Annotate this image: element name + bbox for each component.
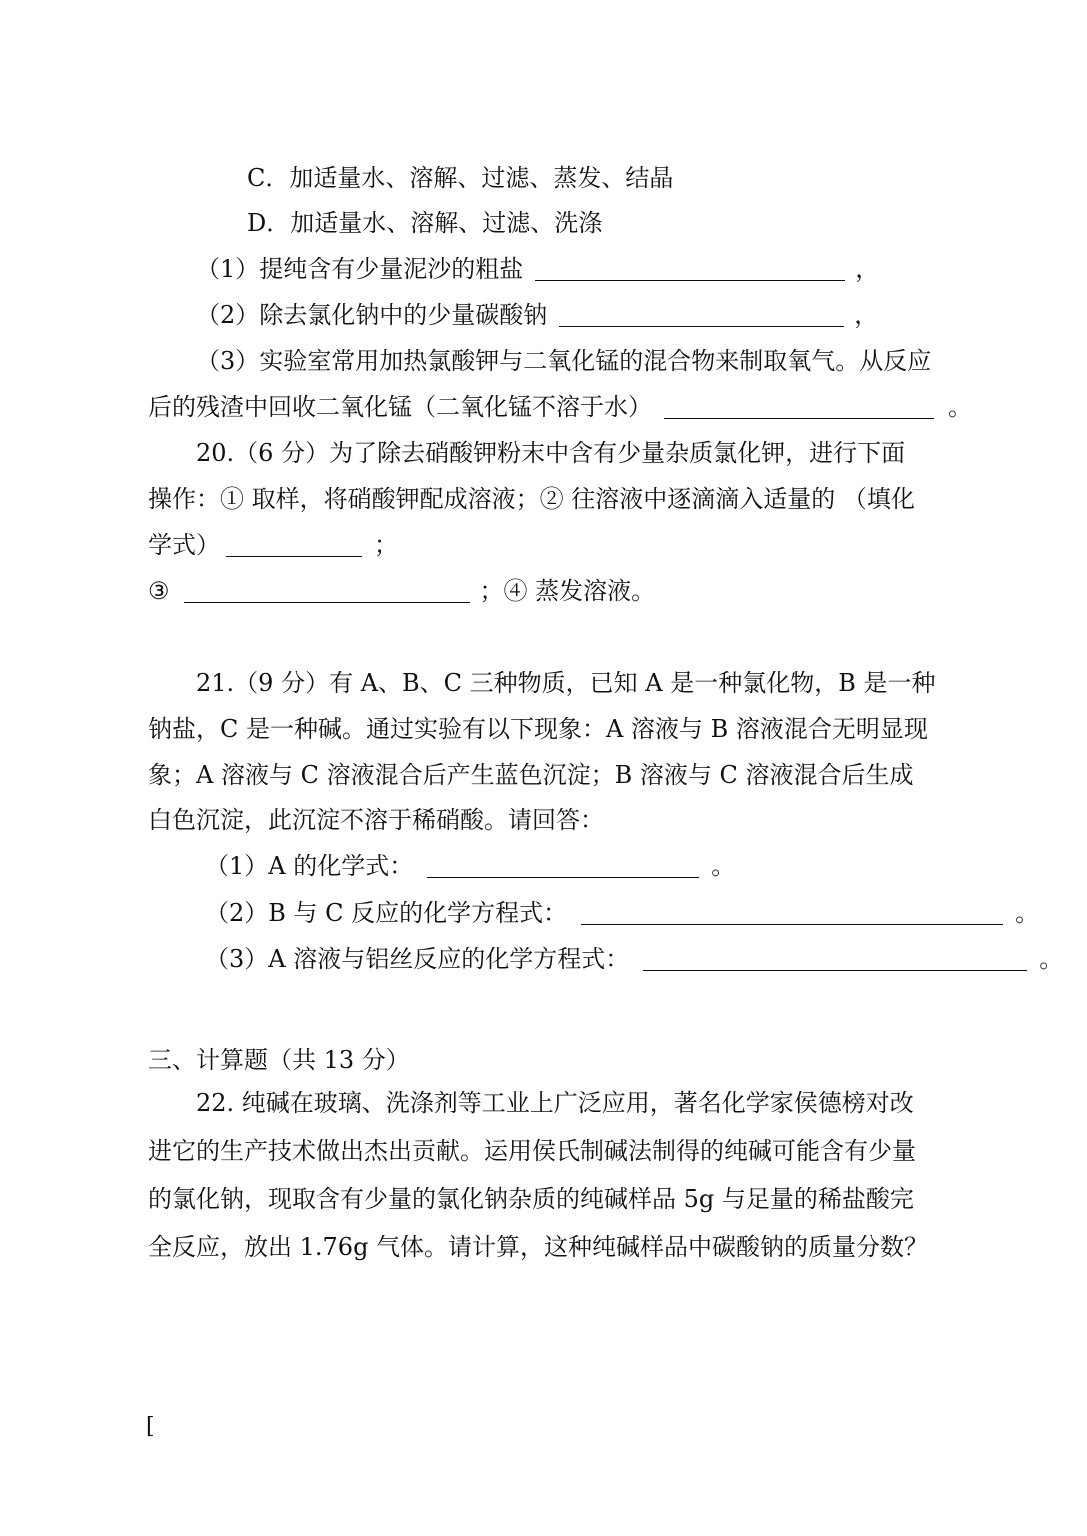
q20-steps <box>148 576 655 606</box>
q19-part3-line2 <box>148 392 972 422</box>
q20-line2: 操作：① 取样，将硝酸钾配成溶液；② 往溶液中逐滴滴入适量的 （填化 <box>148 485 915 513</box>
q21-answer2-end: 。 <box>1015 899 1040 927</box>
q20-line1: 20.（6 分）为了除去硝酸钾粉末中含有少量杂质氯化钾，进行下面 <box>196 439 906 467</box>
q22-line2: 进它的生产技术做出杰出贡献。运用侯氏制碱法制得的纯碱可能含有少量 <box>148 1137 916 1165</box>
q21-answer1-end: 。 <box>711 852 736 880</box>
answer-blank[interactable] <box>581 900 1003 925</box>
q21-answer1-text: （1）A 的化学式： <box>205 852 414 880</box>
q21-line4: 白色沉淀，此沉淀不溶于稀硝酸。请回答： <box>148 806 604 834</box>
q19-part2-text: （2）除去氯化钠中的少量碳酸钠 <box>196 301 548 329</box>
answer-blank[interactable] <box>535 256 845 281</box>
q20-line3 <box>148 530 398 560</box>
q19-part2 <box>196 300 878 330</box>
q20-step3: ③ <box>148 577 170 605</box>
q21-line3: 象；A 溶液与 C 溶液混合后产生蓝色沉淀；B 溶液与 C 溶液混合后生成 <box>148 761 914 789</box>
q21-answer2 <box>205 898 1039 928</box>
q20-step4: ；④ 蒸发溶液。 <box>479 577 656 605</box>
q19-part1-text: （1）提纯含有少量泥沙的粗盐 <box>196 255 524 283</box>
option-c: C．加适量水、溶解、过滤、蒸发、结晶 <box>247 164 674 192</box>
q19-part1 <box>196 254 879 284</box>
section-heading: 三、计算题（共 13 分） <box>148 1046 410 1074</box>
answer-blank[interactable] <box>427 853 699 878</box>
q22-line3: 的氯化钠，现取含有少量的氯化钠杂质的纯碱样品 5g 与足量的稀盐酸完 <box>148 1185 914 1213</box>
answer-blank[interactable] <box>664 394 934 419</box>
q19-part3-end: 。 <box>948 393 972 421</box>
answer-blank[interactable] <box>184 578 470 603</box>
q22-line1: 22. 纯碱在玻璃、洗涤剂等工业上广泛应用，著名化学家侯德榜对改 <box>196 1089 914 1117</box>
footer-mark: [ <box>146 1414 155 1439</box>
q20-line3-end: ； <box>374 531 398 559</box>
q19-part3-text: 后的残渣中回收二氧化锰（二氧化锰不溶于水） <box>148 393 652 421</box>
q19-part2-end: ， <box>854 301 879 329</box>
q19-part3-line1: （3）实验室常用加热氯酸钾与二氧化锰的混合物来制取氧气。从反应 <box>196 347 932 375</box>
answer-blank[interactable] <box>226 532 362 557</box>
q19-part1-end: ， <box>855 255 880 283</box>
q22-line4: 全反应，放出 1.76g 气体。请计算，这种纯碱样品中碳酸钠的质量分数？ <box>148 1233 929 1261</box>
answer-blank[interactable] <box>559 302 844 327</box>
q21-answer3-text: （3）A 溶液与铝丝反应的化学方程式： <box>205 945 630 973</box>
q21-answer3-end: 。 <box>1039 945 1064 973</box>
answer-blank[interactable] <box>643 946 1027 971</box>
q21-answer3 <box>205 944 1063 974</box>
option-d: D．加适量水、溶解、过滤、洗涤 <box>247 209 603 237</box>
q21-answer2-text: （2）B 与 C 反应的化学方程式： <box>205 899 568 927</box>
q20-line3-text: 学式） <box>148 531 220 559</box>
q21-line1: 21.（9 分）有 A、B、C 三种物质，已知 A 是一种氯化物，B 是一种 <box>196 669 936 697</box>
q21-line2: 钠盐，C 是一种碱。通过实验有以下现象：A 溶液与 B 溶液混合无明显现 <box>148 715 928 743</box>
q21-answer1 <box>205 851 735 881</box>
